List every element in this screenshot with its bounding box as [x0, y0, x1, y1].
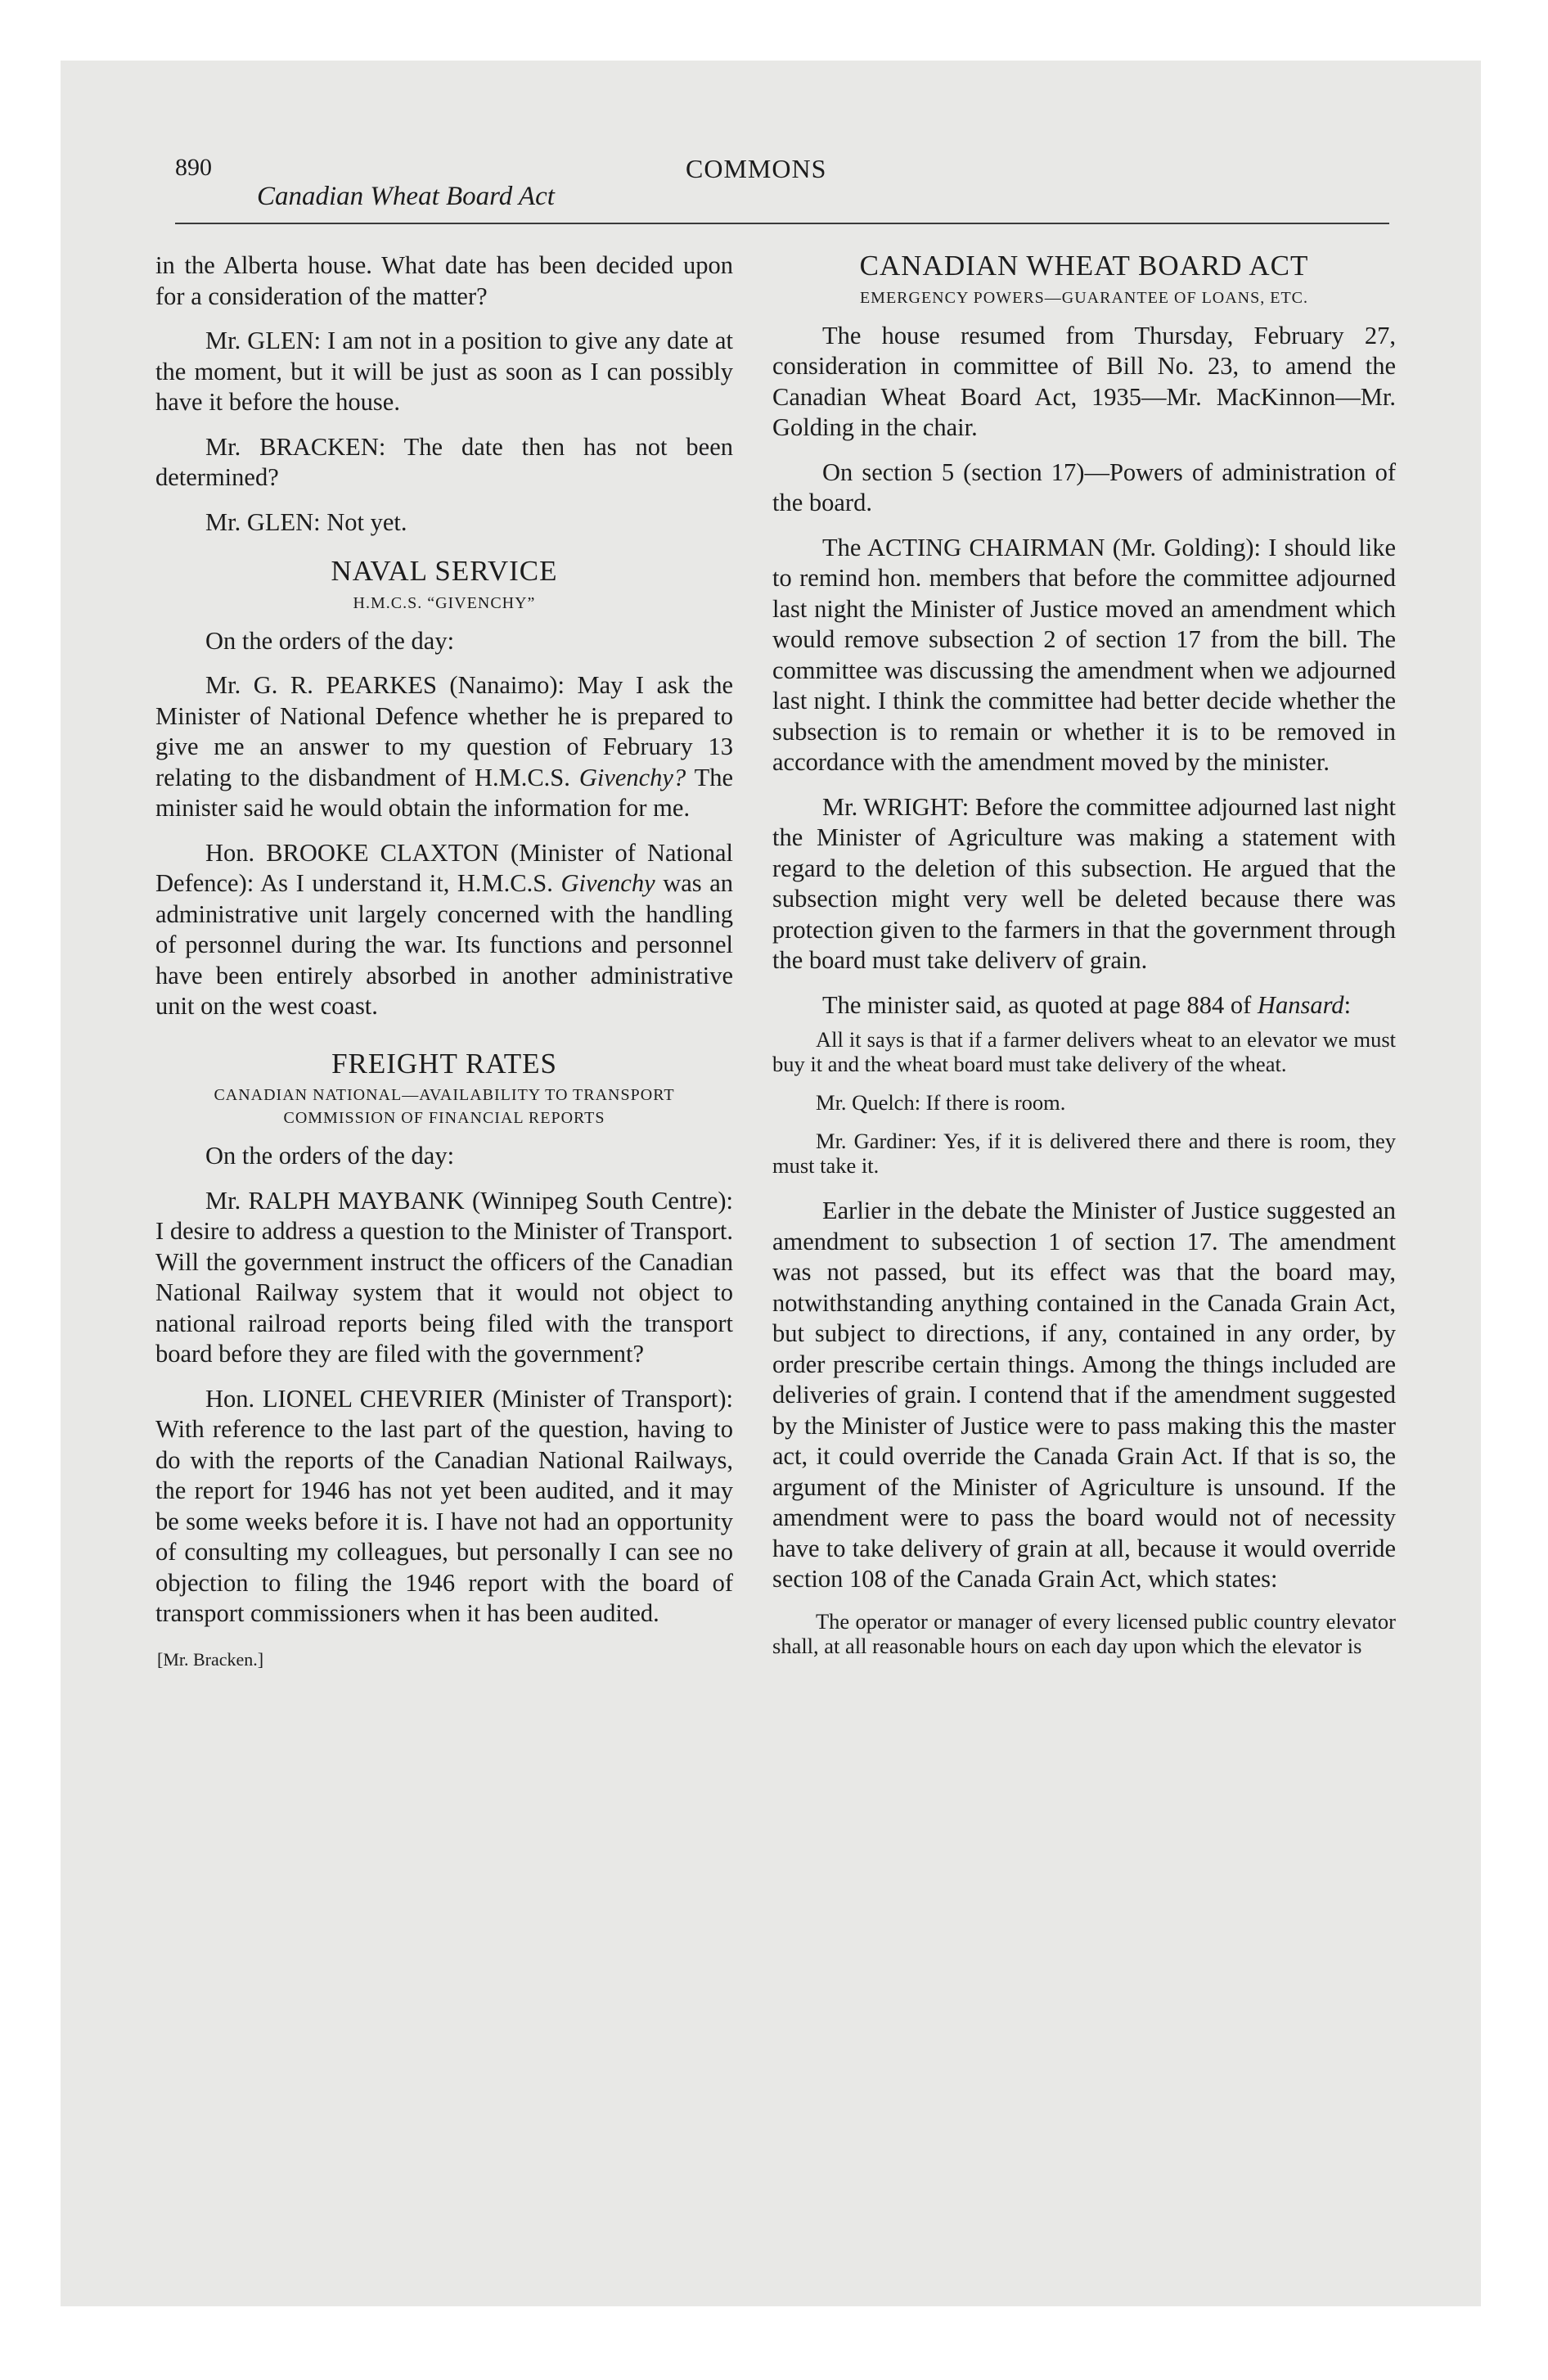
paragraph: Mr. WRIGHT: Before the committee adjourned last night the Minister of Agriculture was making a statement with regard to the deletion of this subsection. He argued that the subsection might very well be deleted because there was protection given to the farmers in that the government through the board must take deliverv of grain. [772, 792, 1396, 974]
section-heading-wheat-board: CANADIAN WHEAT BOARD ACT [859, 250, 1309, 282]
paragraph: The ACTING CHAIRMAN (Mr. Golding): I should like to remind hon. members that before the committee adjourned last night the Minister of Justice moved an amendment which would remove subsection 2 of section 17 from the bill. The committee was discussing the amendment when we adjourned last night. I think the committee had better decide whether the subsection is to remain or whether it is to be removed in accordance with the amendment moved by the minister. [772, 533, 1396, 776]
section-heading-freight: FREIGHT RATES [331, 1047, 557, 1080]
paragraph: Mr. GLEN: I am not in a position to give any date at the moment, but it will be just as soon as I can possibly have it before the house. [155, 327, 733, 416]
paragraph: On section 5 (section 17)—Powers of administration of the board. [772, 458, 1396, 516]
paragraph: Hon. LIONEL CHEVRIER (Minister of Transport): With reference to the last part of the question, having to do with the reports of the Canadian National Railways, the report for 1946 has not yet been audited, and it may be some weeks before it is. I have not had an opportunity of consulting my colleagues, but personally I can see no objection to filing the 1946 report with the board of transport commissioners when it has been audited. [155, 1384, 733, 1627]
footer-note: [Mr. Bracken.] [157, 1648, 264, 1670]
paragraph: Mr. GLEN: Not yet. [205, 507, 407, 536]
right-column [772, 250, 1396, 1672]
running-head: COMMONS [686, 154, 827, 183]
paragraph: On the orders of the day: [205, 1142, 455, 1170]
text-run: The minister said, as quoted at page 884 of [822, 990, 1252, 1019]
paragraph: in the Alberta house. What date has been decided upon for a consideration of the matter? [155, 251, 733, 310]
block-quote: The operator or manager of every licensed public country elevator shall, at all reasonable hours on each day upon which the elevator is [772, 1608, 1396, 1658]
paragraph: Mr. RALPH MAYBANK (Winnipeg South Centre): I desire to address a question to the Minister of Transport. Will the government instruct the officers of the Canadian National Railway system that it would not object to national railroad reports being filed with the transport board before they are filed with the government? [155, 1186, 733, 1368]
paragraph: Mr. BRACKEN: The date then has not been determined? [155, 432, 733, 491]
section-heading-naval: NAVAL SERVICE [331, 555, 558, 587]
block-quote: All it says is that if a farmer delivers wheat to an elevator we must buy it and the wheat board must take delivery of the wheat. [772, 1027, 1396, 1076]
text-run: Mr. G. R. PEARKES (Nanaimo): May I ask the Minister of National Defence whether he is prepared to give me an answer to my question of February 13 relating to the disbandment of H.M.C.S. [155, 671, 733, 791]
paragraph: On the orders of the day: [205, 626, 455, 655]
running-subtitle: Canadian Wheat Board Act [257, 182, 555, 211]
paragraph [155, 838, 733, 1022]
paragraph [772, 990, 1396, 1021]
italic-run: Hansard [1257, 990, 1344, 1019]
paragraph: Earlier in the debate the Minister of Justice suggested an amendment to subsection 1 of section 17. The amendment was not passed, but its effect was that the board may, notwithstanding anything contained in the Canada Grain Act, but subject to directions, if any, contained in any order, by order prescribe certain things. Among the things included are deliveries of grain. I contend that if the amendment suggested by the Minister of Justice were to pass making this the master act, it could override the Canada Grain Act. If that is so, the argument of the Minister of Agriculture is unsound. If the amendment were to pass the board would not of necessity have to take delivery of grain at all, because it would override section 108 of the Canada Grain Act, which states: [772, 1197, 1396, 1593]
text-run: The minister said he would obtain the information for me. [155, 763, 733, 822]
block-quote: Mr. Gardiner: Yes, if it is delivered there and there is room, they must take it. [772, 1129, 1396, 1178]
block-quote: Mr. Quelch: If there is room. [816, 1090, 1066, 1115]
text-run: Hon. BROOKE CLAXTON (Minister of National Defence): As I understand it, H.M.C.S. [155, 838, 733, 897]
paragraph [155, 670, 733, 824]
italic-run: Givenchy [560, 869, 655, 897]
section-subheading-naval: H.M.C.S. “GIVENCHY” [353, 593, 536, 612]
text-run: was an administrative unit largely concerned with the handling of personnel during the war. Its functions and personnel have been entirely absorbed in another administrative unit on the west coast. [155, 869, 734, 1020]
section-subheading-wheat-board: EMERGENCY POWERS—GUARANTEE OF LOANS, ETC. [859, 288, 1309, 307]
left-column [155, 250, 733, 1675]
page-number: 890 [175, 154, 212, 181]
header-rule [175, 223, 1389, 224]
section-subheading-freight: CANADIAN NATIONAL—AVAILABILITY TO TRANSPORT COMMISSION OF FINANCIAL REPORTS [214, 1086, 675, 1127]
text-run: : [1343, 990, 1352, 1019]
italic-run: Givenchy? [578, 763, 686, 791]
paragraph: The house resumed from Thursday, February 27, consideration in committee of Bill No. 23, to amend the Canadian Wheat Board Act, 1935—Mr. MacKinnon—Mr. Golding in the chair. [772, 321, 1396, 441]
